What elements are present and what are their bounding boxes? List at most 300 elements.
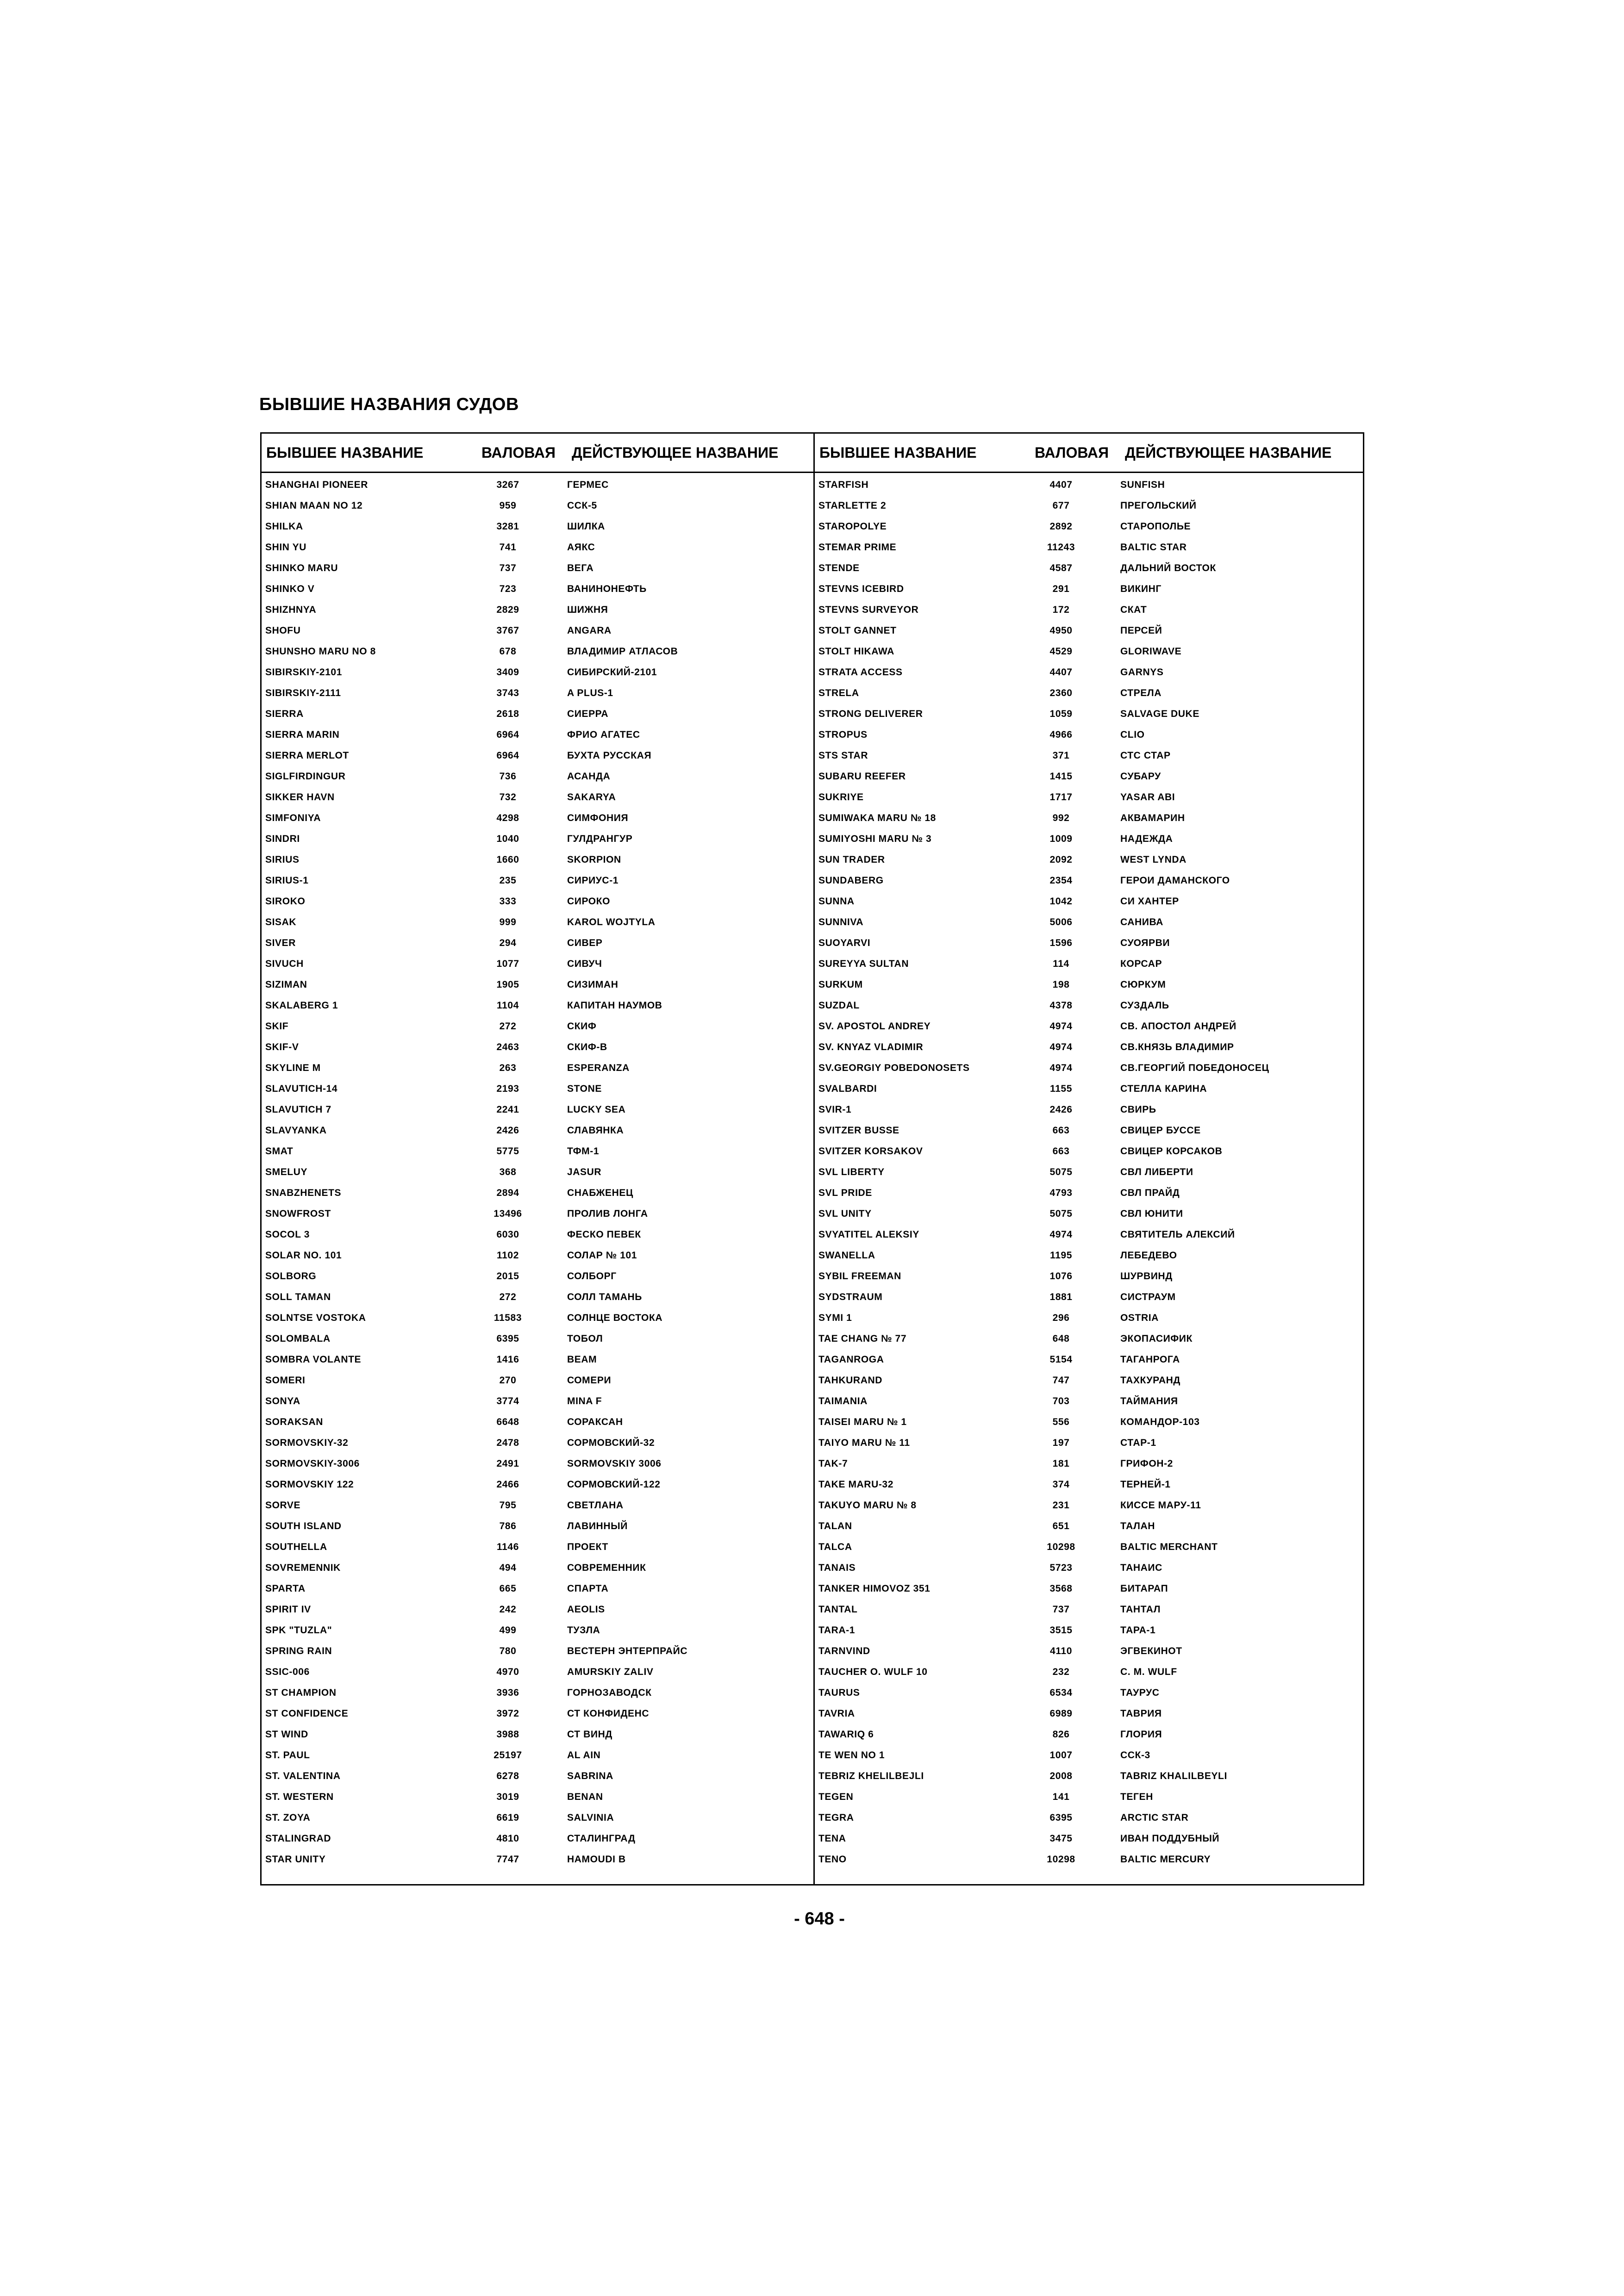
table-row bbox=[262, 1266, 813, 1287]
table-row bbox=[815, 953, 1363, 974]
former-name: SIKKER HAVN bbox=[265, 792, 335, 803]
former-name: STS STAR bbox=[818, 750, 868, 761]
current-name: ТАВРИЯ bbox=[1120, 1708, 1162, 1719]
gross-tonnage: 494 bbox=[499, 1562, 517, 1573]
former-name: SOMERI bbox=[265, 1375, 306, 1386]
gross-tonnage: 4298 bbox=[496, 813, 519, 823]
current-name: СИРИУС-1 bbox=[567, 875, 619, 886]
former-name: TAGANROGA bbox=[818, 1354, 884, 1365]
former-name: TAKUYO MARU № 8 bbox=[818, 1500, 917, 1511]
table-row bbox=[262, 1162, 813, 1182]
gross-tonnage: 3281 bbox=[496, 521, 519, 532]
table-row bbox=[262, 1766, 813, 1786]
current-name: СУБАРУ bbox=[1120, 771, 1161, 782]
former-name: SHOFU bbox=[265, 625, 301, 636]
table-row bbox=[262, 1037, 813, 1058]
table-row bbox=[262, 1328, 813, 1349]
current-name: BALTIC MERCHANT bbox=[1120, 1542, 1218, 1552]
gross-tonnage: 6648 bbox=[496, 1417, 519, 1427]
current-name: SORMOVSKIY 3006 bbox=[567, 1458, 662, 1469]
current-name: ВАНИНОНЕФТЬ bbox=[567, 584, 647, 594]
table-row bbox=[815, 1599, 1363, 1620]
former-name: ST. WESTERN bbox=[265, 1792, 334, 1802]
former-name: SPARTA bbox=[265, 1583, 306, 1594]
current-name: СОРМОВСКИЙ-122 bbox=[567, 1479, 661, 1490]
table-row bbox=[815, 849, 1363, 870]
table-row bbox=[262, 787, 813, 808]
former-name: SHIAN MAAN NO 12 bbox=[265, 500, 363, 511]
gross-tonnage: 4974 bbox=[1049, 1042, 1073, 1052]
former-name: STARLETTE 2 bbox=[818, 500, 887, 511]
gross-tonnage: 3774 bbox=[496, 1396, 519, 1406]
header-current-name: ДЕЙСТВУЮЩЕЕ НАЗВАНИЕ bbox=[572, 444, 779, 461]
gross-tonnage: 13496 bbox=[493, 1208, 522, 1219]
current-name: СВЯТИТЕЛЬ АЛЕКСИЙ bbox=[1120, 1229, 1235, 1240]
table-row bbox=[815, 1516, 1363, 1537]
current-name: YASAR ABI bbox=[1120, 792, 1175, 803]
gross-tonnage: 10298 bbox=[1047, 1854, 1075, 1865]
gross-tonnage: 1596 bbox=[1049, 938, 1073, 948]
gross-tonnage: 2618 bbox=[496, 709, 519, 719]
table-row bbox=[262, 1432, 813, 1453]
current-name: ПЕРСЕЙ bbox=[1120, 625, 1162, 636]
gross-tonnage: 6619 bbox=[496, 1812, 519, 1823]
right-panel-body bbox=[815, 474, 1363, 1870]
table-row bbox=[262, 995, 813, 1016]
former-name: SIGLFIRDINGUR bbox=[265, 771, 346, 782]
current-name: SALVAGE DUKE bbox=[1120, 709, 1199, 719]
former-name: TALAN bbox=[818, 1521, 852, 1531]
former-name: STOLT GANNET bbox=[818, 625, 897, 636]
current-name: ТУЗЛА bbox=[567, 1625, 600, 1636]
former-name: SMELUY bbox=[265, 1167, 308, 1177]
table-row bbox=[262, 641, 813, 662]
current-name: ТАУРУС bbox=[1120, 1687, 1160, 1698]
gross-tonnage: 1660 bbox=[496, 854, 519, 865]
former-name: SOLAR NO. 101 bbox=[265, 1250, 342, 1261]
gross-tonnage: 232 bbox=[1052, 1667, 1070, 1677]
current-name: ГЕРМЕС bbox=[567, 479, 609, 490]
former-name: SIMFONIYA bbox=[265, 813, 321, 823]
former-name: SIROKO bbox=[265, 896, 306, 907]
table-row bbox=[815, 766, 1363, 787]
former-name: STOLT HIKAWA bbox=[818, 646, 894, 657]
gross-tonnage: 1905 bbox=[496, 979, 519, 990]
table-row bbox=[815, 1203, 1363, 1224]
former-name: TANAIS bbox=[818, 1562, 856, 1573]
gross-tonnage: 1195 bbox=[1050, 1250, 1072, 1261]
former-name: SVL LIBERTY bbox=[818, 1167, 885, 1177]
table-row bbox=[815, 1453, 1363, 1474]
former-name: SIERRA MARIN bbox=[265, 729, 340, 740]
gross-tonnage: 5723 bbox=[1049, 1562, 1073, 1573]
table-row bbox=[815, 1703, 1363, 1724]
former-name: TARA-1 bbox=[818, 1625, 856, 1636]
gross-tonnage: 737 bbox=[1052, 1604, 1070, 1615]
gross-tonnage: 2466 bbox=[496, 1479, 519, 1490]
gross-tonnage: 1415 bbox=[1049, 771, 1073, 782]
gross-tonnage: 6964 bbox=[496, 750, 519, 761]
table-row bbox=[262, 1391, 813, 1412]
current-name: ТАРА-1 bbox=[1120, 1625, 1156, 1636]
current-name: ANGARA bbox=[567, 625, 612, 636]
table-row bbox=[262, 1141, 813, 1162]
current-name: СВ.ГЕОРГИЙ ПОБЕДОНОСЕЦ bbox=[1120, 1063, 1269, 1073]
current-name: КОРСАР bbox=[1120, 958, 1162, 969]
former-name: TARNVIND bbox=[818, 1646, 870, 1656]
gross-tonnage: 780 bbox=[499, 1646, 517, 1656]
table-row bbox=[815, 870, 1363, 891]
former-name: SUNDABERG bbox=[818, 875, 884, 886]
table-row bbox=[815, 579, 1363, 599]
former-name: TEBRIZ KHELILBEJLI bbox=[818, 1771, 924, 1781]
current-name: SUNFISH bbox=[1120, 479, 1165, 490]
current-name: СТРЕЛА bbox=[1120, 688, 1162, 698]
gross-tonnage: 2360 bbox=[1049, 688, 1073, 698]
current-name: СОЛЛ ТАМАНЬ bbox=[567, 1292, 642, 1302]
gross-tonnage: 1042 bbox=[1049, 896, 1073, 907]
current-name: ГОРНОЗАВОДСК bbox=[567, 1687, 652, 1698]
table-row bbox=[262, 1703, 813, 1724]
table-row bbox=[262, 1599, 813, 1620]
former-name: SVL UNITY bbox=[818, 1208, 872, 1219]
former-name: TAVRIA bbox=[818, 1708, 855, 1719]
table-row bbox=[262, 579, 813, 599]
former-name: SHIN YU bbox=[265, 542, 306, 553]
table-row bbox=[262, 516, 813, 537]
gross-tonnage: 6030 bbox=[496, 1229, 519, 1240]
former-name: SORMOVSKIY 122 bbox=[265, 1479, 354, 1490]
former-name: SMAT bbox=[265, 1146, 294, 1157]
former-name: TAIYO MARU № 11 bbox=[818, 1437, 910, 1448]
former-name: SOLOMBALA bbox=[265, 1333, 331, 1344]
gross-tonnage: 235 bbox=[499, 875, 517, 886]
former-name: SORVE bbox=[265, 1500, 301, 1511]
table-row bbox=[815, 912, 1363, 933]
gross-tonnage: 2354 bbox=[1049, 875, 1073, 886]
former-name: TAE CHANG № 77 bbox=[818, 1333, 907, 1344]
former-name: SVIR-1 bbox=[818, 1104, 852, 1115]
gross-tonnage: 2829 bbox=[496, 604, 519, 615]
gross-tonnage: 2892 bbox=[1049, 521, 1073, 532]
gross-tonnage: 4793 bbox=[1049, 1188, 1073, 1198]
gross-tonnage: 272 bbox=[499, 1021, 517, 1032]
gross-tonnage: 3988 bbox=[496, 1729, 519, 1740]
current-name: АЯКС bbox=[567, 542, 595, 553]
gross-tonnage: 141 bbox=[1052, 1792, 1070, 1802]
gross-tonnage: 3767 bbox=[496, 625, 519, 636]
table-row bbox=[815, 1807, 1363, 1828]
current-name: СТС СТАР bbox=[1120, 750, 1171, 761]
gross-tonnage: 5775 bbox=[496, 1146, 519, 1157]
current-name: СОВРЕМЕННИК bbox=[567, 1562, 646, 1573]
header-gross-tonnage: ВАЛОВАЯ bbox=[481, 444, 556, 461]
former-name: STEVNS SURVEYOR bbox=[818, 604, 919, 615]
table-row bbox=[262, 1349, 813, 1370]
former-name: ST CONFIDENCE bbox=[265, 1708, 349, 1719]
table-row bbox=[815, 703, 1363, 724]
gross-tonnage: 3972 bbox=[496, 1708, 519, 1719]
former-name: SORMOVSKIY-3006 bbox=[265, 1458, 360, 1469]
table-row bbox=[262, 1078, 813, 1099]
gross-tonnage: 5075 bbox=[1049, 1167, 1073, 1177]
table-row bbox=[815, 1058, 1363, 1078]
gross-tonnage: 959 bbox=[499, 500, 517, 511]
table-row bbox=[815, 1162, 1363, 1182]
table-row bbox=[262, 1557, 813, 1578]
gross-tonnage: 2241 bbox=[496, 1104, 519, 1115]
former-name: STENDE bbox=[818, 563, 860, 573]
current-name: СТАР-1 bbox=[1120, 1437, 1156, 1448]
former-name: SLAVUTICH 7 bbox=[265, 1104, 331, 1115]
table-row bbox=[815, 974, 1363, 995]
gross-tonnage: 665 bbox=[499, 1583, 517, 1594]
former-name: SKALABERG 1 bbox=[265, 1000, 338, 1011]
gross-tonnage: 1077 bbox=[496, 958, 519, 969]
table-row bbox=[815, 1620, 1363, 1641]
former-name: SLAVYANKA bbox=[265, 1125, 327, 1136]
current-name: AEOLIS bbox=[567, 1604, 605, 1615]
gross-tonnage: 198 bbox=[1052, 979, 1070, 990]
former-name: SHANGHAI PIONEER bbox=[265, 479, 368, 490]
gross-tonnage: 4810 bbox=[496, 1833, 519, 1844]
document-title: БЫВШИЕ НАЗВАНИЯ СУДОВ bbox=[259, 395, 519, 414]
current-name: ТАНАИС bbox=[1120, 1562, 1162, 1573]
gross-tonnage: 11243 bbox=[1047, 542, 1075, 553]
gross-tonnage: 5006 bbox=[1049, 917, 1073, 927]
former-name: SIBIRSKIY-2111 bbox=[265, 688, 341, 698]
current-name: GARNYS bbox=[1120, 667, 1164, 678]
gross-tonnage: 263 bbox=[499, 1063, 517, 1073]
current-name: ВЕГА bbox=[567, 563, 594, 573]
current-name: СТ КОНФИДЕНС bbox=[567, 1708, 650, 1719]
current-name: СИБИРСКИЙ-2101 bbox=[567, 667, 657, 678]
former-name: TAK-7 bbox=[818, 1458, 848, 1469]
table-row bbox=[815, 1349, 1363, 1370]
table-row bbox=[262, 1786, 813, 1807]
table-row bbox=[815, 995, 1363, 1016]
table-row bbox=[815, 1849, 1363, 1870]
former-name: STEMAR PRIME bbox=[818, 542, 897, 553]
former-name: SOCOL 3 bbox=[265, 1229, 310, 1240]
table-row bbox=[262, 1682, 813, 1703]
current-name: SABRINA bbox=[567, 1771, 613, 1781]
left-panel-header bbox=[262, 434, 813, 473]
gross-tonnage: 2491 bbox=[496, 1458, 519, 1469]
gross-tonnage: 6964 bbox=[496, 729, 519, 740]
gross-tonnage: 231 bbox=[1052, 1500, 1070, 1511]
gross-tonnage: 556 bbox=[1052, 1417, 1070, 1427]
current-name: СПАРТА bbox=[567, 1583, 609, 1594]
current-name: JASUR bbox=[567, 1167, 602, 1177]
current-name: BENAN bbox=[567, 1792, 603, 1802]
current-name: АСАНДА bbox=[567, 771, 611, 782]
former-name: SIRIUS bbox=[265, 854, 300, 865]
former-name: SHUNSHO MARU NO 8 bbox=[265, 646, 376, 657]
former-name: TAWARIQ 6 bbox=[818, 1729, 874, 1740]
current-name: СИМФОНИЯ bbox=[567, 813, 629, 823]
table-row bbox=[262, 1724, 813, 1745]
former-name: SUZDAL bbox=[818, 1000, 860, 1011]
former-name: SIRIUS-1 bbox=[265, 875, 309, 886]
former-name: SIERRA bbox=[265, 709, 304, 719]
former-name: SYDSTRAUM bbox=[818, 1292, 883, 1302]
table-row bbox=[815, 1245, 1363, 1266]
current-name: ФЕСКО ПЕВЕК bbox=[567, 1229, 641, 1240]
current-name: STONE bbox=[567, 1083, 602, 1094]
former-name: STRONG DELIVERER bbox=[818, 709, 923, 719]
current-name: TABRIZ KHALILBEYLI bbox=[1120, 1771, 1227, 1781]
former-name: SWANELLA bbox=[818, 1250, 875, 1261]
table-row bbox=[815, 1537, 1363, 1557]
gross-tonnage: 1040 bbox=[496, 834, 519, 844]
current-name: СВ.КНЯЗЬ ВЛАДИМИР bbox=[1120, 1042, 1234, 1052]
current-name: СТЕЛЛА КАРИНА bbox=[1120, 1083, 1207, 1094]
former-name: SV. APOSTOL ANDREY bbox=[818, 1021, 931, 1032]
former-name: SVITZER BUSSE bbox=[818, 1125, 899, 1136]
gross-tonnage: 4407 bbox=[1049, 667, 1073, 678]
table-row bbox=[815, 662, 1363, 683]
former-name: SHINKO V bbox=[265, 584, 315, 594]
table-row bbox=[262, 1120, 813, 1141]
gross-tonnage: 197 bbox=[1052, 1437, 1070, 1448]
former-name: TAIMANIA bbox=[818, 1396, 868, 1406]
gross-tonnage: 114 bbox=[1053, 958, 1069, 969]
table-row bbox=[815, 1224, 1363, 1245]
current-name: ТАНТАЛ bbox=[1120, 1604, 1161, 1615]
current-name: OSTRIA bbox=[1120, 1313, 1159, 1323]
gross-tonnage: 1007 bbox=[1049, 1750, 1073, 1761]
gross-tonnage: 737 bbox=[499, 563, 517, 573]
table-row bbox=[262, 766, 813, 787]
table-row bbox=[262, 1016, 813, 1037]
table-row bbox=[815, 787, 1363, 808]
table-row bbox=[815, 1661, 1363, 1682]
current-name: ЭГВЕКИНОТ bbox=[1120, 1646, 1182, 1656]
gross-tonnage: 678 bbox=[499, 646, 517, 657]
former-name: SUOYARVI bbox=[818, 938, 871, 948]
table-row bbox=[262, 1641, 813, 1661]
gross-tonnage: 651 bbox=[1052, 1521, 1070, 1531]
gross-tonnage: 4529 bbox=[1049, 646, 1073, 657]
gross-tonnage: 368 bbox=[499, 1167, 517, 1177]
table-row bbox=[262, 1516, 813, 1537]
gross-tonnage: 5154 bbox=[1049, 1354, 1073, 1365]
gross-tonnage: 5075 bbox=[1049, 1208, 1073, 1219]
current-name: ТАХКУРАНД bbox=[1120, 1375, 1181, 1386]
table-row bbox=[815, 933, 1363, 953]
table-row bbox=[815, 683, 1363, 703]
table-row bbox=[815, 495, 1363, 516]
current-name: ФРИО АГАТЕС bbox=[567, 729, 640, 740]
gross-tonnage: 786 bbox=[499, 1521, 517, 1531]
gross-tonnage: 291 bbox=[1052, 584, 1070, 594]
table-row bbox=[262, 1058, 813, 1078]
former-name: SKIF-V bbox=[265, 1042, 299, 1052]
gross-tonnage: 7747 bbox=[496, 1854, 519, 1865]
former-name: TAURUS bbox=[818, 1687, 860, 1698]
gross-tonnage: 6395 bbox=[496, 1333, 519, 1344]
gross-tonnage: 3515 bbox=[1049, 1625, 1073, 1636]
gross-tonnage: 826 bbox=[1052, 1729, 1070, 1740]
former-name: STEVNS ICEBIRD bbox=[818, 584, 904, 594]
former-name: SUNNIVA bbox=[818, 917, 864, 927]
gross-tonnage: 11583 bbox=[493, 1313, 522, 1323]
gross-tonnage: 1009 bbox=[1049, 834, 1073, 844]
table-row bbox=[815, 1016, 1363, 1037]
current-name: HAMOUDI B bbox=[567, 1854, 626, 1865]
table-row bbox=[262, 933, 813, 953]
table-row bbox=[262, 1370, 813, 1391]
current-name: СВЕТЛАНА bbox=[567, 1500, 624, 1511]
gross-tonnage: 4378 bbox=[1049, 1000, 1073, 1011]
current-name: СОМЕРИ bbox=[567, 1375, 612, 1386]
former-name: SONYA bbox=[265, 1396, 300, 1406]
current-name: ТЕГЕН bbox=[1120, 1792, 1153, 1802]
former-name: SORMOVSKIY-32 bbox=[265, 1437, 349, 1448]
current-name: ГЛОРИЯ bbox=[1120, 1729, 1162, 1740]
former-name: SUMIWAKA MARU № 18 bbox=[818, 813, 936, 823]
former-name: ST. VALENTINA bbox=[265, 1771, 341, 1781]
gross-tonnage: 3409 bbox=[496, 667, 519, 678]
current-name: ВЛАДИМИР АТЛАСОВ bbox=[567, 646, 678, 657]
former-name: ST CHAMPION bbox=[265, 1687, 337, 1698]
former-name: STAR UNITY bbox=[265, 1854, 326, 1865]
table-row bbox=[815, 1287, 1363, 1307]
current-name: СОРМОВСКИЙ-32 bbox=[567, 1437, 655, 1448]
table-row bbox=[815, 1037, 1363, 1058]
current-name: СИЕРРА bbox=[567, 709, 609, 719]
current-name: СКИФ bbox=[567, 1021, 597, 1032]
current-name: ВИКИНГ bbox=[1120, 584, 1162, 594]
table-row bbox=[815, 1578, 1363, 1599]
table-row bbox=[262, 1099, 813, 1120]
former-name: SORAKSAN bbox=[265, 1417, 323, 1427]
table-row bbox=[815, 724, 1363, 745]
former-name: SSIC-006 bbox=[265, 1667, 310, 1677]
table-row bbox=[815, 745, 1363, 766]
former-name: SIVUCH bbox=[265, 958, 304, 969]
former-name: SPIRIT IV bbox=[265, 1604, 311, 1615]
gross-tonnage: 4974 bbox=[1049, 1229, 1073, 1240]
current-name: СОЛАР № 101 bbox=[567, 1250, 637, 1261]
gross-tonnage: 296 bbox=[1052, 1313, 1070, 1323]
current-name: КИССЕ МАРУ-11 bbox=[1120, 1500, 1201, 1511]
gross-tonnage: 4974 bbox=[1049, 1063, 1073, 1073]
current-name: ССК-3 bbox=[1120, 1750, 1150, 1761]
gross-tonnage: 2015 bbox=[496, 1271, 519, 1282]
gross-tonnage: 10298 bbox=[1047, 1542, 1075, 1552]
former-name: SHIZHNYA bbox=[265, 604, 317, 615]
former-name: SOLBORG bbox=[265, 1271, 317, 1282]
ship-names-table bbox=[260, 432, 1364, 1885]
former-name: SISAK bbox=[265, 917, 297, 927]
table-row bbox=[262, 1203, 813, 1224]
former-name: SIBIRSKIY-2101 bbox=[265, 667, 342, 678]
table-row bbox=[262, 1661, 813, 1682]
former-name: SOLL TAMAN bbox=[265, 1292, 331, 1302]
table-row bbox=[262, 953, 813, 974]
table-row bbox=[262, 1849, 813, 1870]
former-name: SOUTHELLA bbox=[265, 1542, 327, 1552]
former-name: SUN TRADER bbox=[818, 854, 885, 865]
current-name: ИВАН ПОДДУБНЫЙ bbox=[1120, 1833, 1220, 1844]
header-former-name: БЫВШЕЕ НАЗВАНИЕ bbox=[266, 444, 424, 461]
gross-tonnage: 172 bbox=[1052, 604, 1070, 615]
former-name: ST. ZOYA bbox=[265, 1812, 311, 1823]
table-row bbox=[815, 891, 1363, 912]
table-row bbox=[815, 1412, 1363, 1432]
